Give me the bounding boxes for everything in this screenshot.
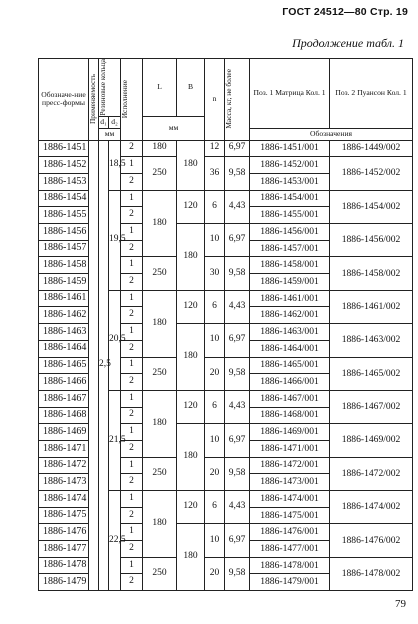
pos1-designation: 1886-1467/001 bbox=[250, 390, 330, 407]
n-value: 10 bbox=[205, 524, 225, 557]
n-value: 6 bbox=[205, 190, 225, 223]
table-row-code: 1886-1473 bbox=[39, 474, 89, 491]
table-row-code: 1886-1464 bbox=[39, 340, 89, 357]
L-value: 250 bbox=[143, 457, 177, 490]
B-value: 120 bbox=[177, 290, 205, 323]
B-value: 120 bbox=[177, 190, 205, 223]
n-value: 10 bbox=[205, 324, 225, 357]
pos1-designation: 1886-1477/001 bbox=[250, 541, 330, 558]
B-value: 180 bbox=[177, 224, 205, 291]
pos1-designation: 1886-1466/001 bbox=[250, 374, 330, 391]
pos1-designation: 1886-1479/001 bbox=[250, 574, 330, 591]
n-value: 12 bbox=[205, 140, 225, 157]
mass-value: 9,58 bbox=[225, 257, 250, 290]
pos2-designation: 1886-1465/002 bbox=[330, 357, 413, 390]
table-row-code: 1886-1478 bbox=[39, 557, 89, 574]
table-row-code: 1886-1466 bbox=[39, 374, 89, 391]
header-rubber-rings: Резиновые кольца bbox=[99, 59, 121, 117]
pos1-designation: 1886-1462/001 bbox=[250, 307, 330, 324]
pos1-designation: 1886-1478/001 bbox=[250, 557, 330, 574]
version-cell: 1 bbox=[121, 357, 143, 374]
pos1-designation: 1886-1465/001 bbox=[250, 357, 330, 374]
mass-value: 4,43 bbox=[225, 290, 250, 323]
mass-value: 6,97 bbox=[225, 224, 250, 257]
pos1-designation: 1886-1469/001 bbox=[250, 424, 330, 441]
n-value: 10 bbox=[205, 224, 225, 257]
pos1-designation: 1886-1473/001 bbox=[250, 474, 330, 491]
pos1-designation: 1886-1456/001 bbox=[250, 224, 330, 241]
header-mm: мм bbox=[99, 128, 121, 140]
L-value: 250 bbox=[143, 557, 177, 590]
pos1-designation: 1886-1461/001 bbox=[250, 290, 330, 307]
version-cell: 1 bbox=[121, 424, 143, 441]
n-value: 36 bbox=[205, 157, 225, 190]
version-cell: 2 bbox=[121, 407, 143, 424]
pos1-designation: 1886-1457/001 bbox=[250, 240, 330, 257]
n-value: 6 bbox=[205, 290, 225, 323]
table-row-code: 1886-1477 bbox=[39, 541, 89, 558]
table-row-code: 1886-1453 bbox=[39, 173, 89, 190]
pos1-designation: 1886-1463/001 bbox=[250, 324, 330, 341]
table-row-code: 1886-1454 bbox=[39, 190, 89, 207]
L-value: 180 bbox=[143, 390, 177, 457]
header-version: Исполнение bbox=[121, 59, 143, 141]
pos1-designation: 1886-1468/001 bbox=[250, 407, 330, 424]
table-row-code: 1886-1452 bbox=[39, 157, 89, 174]
table-row-code: 1886-1465 bbox=[39, 357, 89, 374]
table-row-code: 1886-1471 bbox=[39, 440, 89, 457]
table-row-code: 1886-1463 bbox=[39, 324, 89, 341]
L-value: 250 bbox=[143, 257, 177, 290]
d2-value: 21,5 bbox=[109, 390, 121, 490]
header-mm2: мм bbox=[143, 116, 205, 140]
pos2-designation: 1886-1469/002 bbox=[330, 424, 413, 457]
page-number: 79 bbox=[395, 598, 406, 610]
table-row-code: 1886-1457 bbox=[39, 240, 89, 257]
mass-value: 6,97 bbox=[225, 524, 250, 557]
version-cell: 2 bbox=[121, 440, 143, 457]
n-value: 6 bbox=[205, 491, 225, 524]
header-L: L bbox=[143, 59, 177, 117]
n-value: 20 bbox=[205, 357, 225, 390]
version-cell: 1 bbox=[121, 290, 143, 307]
table-row-code: 1886-1476 bbox=[39, 524, 89, 541]
version-cell: 2 bbox=[121, 541, 143, 558]
L-value: 180 bbox=[143, 190, 177, 257]
table-row-code: 1886-1459 bbox=[39, 274, 89, 291]
L-value: 180 bbox=[143, 491, 177, 558]
header-designations: Обозначения bbox=[250, 128, 413, 140]
table-row-code: 1886-1475 bbox=[39, 507, 89, 524]
version-cell: 1 bbox=[121, 457, 143, 474]
table-row-code: 1886-1472 bbox=[39, 457, 89, 474]
version-cell: 1 bbox=[121, 324, 143, 341]
table-row-code: 1886-1461 bbox=[39, 290, 89, 307]
mass-value: 4,43 bbox=[225, 491, 250, 524]
pos2-designation: 1886-1474/002 bbox=[330, 491, 413, 524]
B-value: 180 bbox=[177, 524, 205, 591]
d2-value: 19,5 bbox=[109, 190, 121, 290]
mass-value: 6,97 bbox=[225, 324, 250, 357]
n-value: 20 bbox=[205, 557, 225, 590]
version-cell: 1 bbox=[121, 257, 143, 274]
pos1-designation: 1886-1453/001 bbox=[250, 173, 330, 190]
table-row-code: 1886-1451 bbox=[39, 140, 89, 157]
version-cell: 2 bbox=[121, 240, 143, 257]
mass-value: 9,58 bbox=[225, 557, 250, 590]
version-cell: 1 bbox=[121, 390, 143, 407]
version-cell: 2 bbox=[121, 507, 143, 524]
B-value: 120 bbox=[177, 491, 205, 524]
application-cell bbox=[89, 140, 99, 591]
header-pos2: Поз. 2 Пуансон Кол. 1 bbox=[330, 59, 413, 129]
header-mass: Масса, кг, не более bbox=[225, 59, 250, 141]
pos1-designation: 1886-1454/001 bbox=[250, 190, 330, 207]
table-continuation-caption: Продолжение табл. 1 bbox=[292, 36, 404, 50]
version-cell: 2 bbox=[121, 207, 143, 224]
L-value: 250 bbox=[143, 357, 177, 390]
B-value: 180 bbox=[177, 324, 205, 391]
pos1-designation: 1886-1474/001 bbox=[250, 491, 330, 508]
version-cell: 1 bbox=[121, 491, 143, 508]
version-cell: 1 bbox=[121, 224, 143, 241]
version-cell: 2 bbox=[121, 140, 143, 157]
pos2-designation: 1886-1458/002 bbox=[330, 257, 413, 290]
B-value: 180 bbox=[177, 140, 205, 190]
header-B: B bbox=[177, 59, 205, 117]
table-row-code: 1886-1474 bbox=[39, 491, 89, 508]
specification-table bbox=[38, 58, 413, 591]
table-row-code: 1886-1479 bbox=[39, 574, 89, 591]
table-row-code: 1886-1462 bbox=[39, 307, 89, 324]
L-value: 250 bbox=[143, 157, 177, 190]
header-d2: d₂ bbox=[109, 116, 121, 128]
pos1-designation: 1886-1455/001 bbox=[250, 207, 330, 224]
header-designation: Обозначе-ние пресс-формы bbox=[39, 59, 89, 141]
d2-value: 20,5 bbox=[109, 290, 121, 390]
version-cell: 2 bbox=[121, 374, 143, 391]
mass-value: 4,43 bbox=[225, 190, 250, 223]
version-cell: 1 bbox=[121, 557, 143, 574]
header-d1: d₁ bbox=[100, 117, 107, 127]
n-value: 6 bbox=[205, 390, 225, 423]
pos1-designation: 1886-1476/001 bbox=[250, 524, 330, 541]
B-value: 120 bbox=[177, 390, 205, 423]
table-row-code: 1886-1456 bbox=[39, 224, 89, 241]
pos1-designation: 1886-1459/001 bbox=[250, 274, 330, 291]
table-row-code: 1886-1467 bbox=[39, 390, 89, 407]
B-value: 180 bbox=[177, 424, 205, 491]
pos2-designation: 1886-1456/002 bbox=[330, 224, 413, 257]
n-value: 30 bbox=[205, 257, 225, 290]
mass-value: 9,58 bbox=[225, 357, 250, 390]
pos1-designation: 1886-1452/001 bbox=[250, 157, 330, 174]
pos1-designation: 1886-1475/001 bbox=[250, 507, 330, 524]
version-cell: 2 bbox=[121, 574, 143, 591]
header-n: n bbox=[205, 59, 225, 141]
version-cell: 2 bbox=[121, 340, 143, 357]
pos2-designation: 1886-1467/002 bbox=[330, 390, 413, 423]
version-cell: 2 bbox=[121, 307, 143, 324]
d2-value: 22,5 bbox=[109, 491, 121, 591]
version-cell: 2 bbox=[121, 274, 143, 291]
pos1-designation: 1886-1451/001 bbox=[250, 140, 330, 157]
header-application: Применяемость bbox=[89, 59, 99, 141]
header-pos1: Поз. 1 Матрица Кол. 1 bbox=[250, 59, 330, 129]
pos2-designation: 1886-1452/002 bbox=[330, 157, 413, 190]
pos2-designation: 1886-1472/002 bbox=[330, 457, 413, 490]
n-value: 20 bbox=[205, 457, 225, 490]
pos2-designation: 1886-1461/002 bbox=[330, 290, 413, 323]
n-value: 10 bbox=[205, 424, 225, 457]
table-row-code: 1886-1469 bbox=[39, 424, 89, 441]
version-cell: 1 bbox=[121, 524, 143, 541]
pos2-designation: 1886-1463/002 bbox=[330, 324, 413, 357]
version-cell: 2 bbox=[121, 474, 143, 491]
mass-value: 9,58 bbox=[225, 157, 250, 190]
pos1-designation: 1886-1472/001 bbox=[250, 457, 330, 474]
d1-value: 2,5 bbox=[99, 140, 109, 591]
d2-value: 18,5 bbox=[109, 140, 121, 190]
pos2-designation: 1886-1478/002 bbox=[330, 557, 413, 590]
version-cell: 1 bbox=[121, 157, 143, 174]
mass-value: 6,97 bbox=[225, 424, 250, 457]
mass-value: 6,97 bbox=[225, 140, 250, 157]
standard-header: ГОСТ 24512—80 Стр. 19 bbox=[282, 6, 408, 18]
table-row-code: 1886-1458 bbox=[39, 257, 89, 274]
L-value: 180 bbox=[143, 140, 177, 157]
pos2-designation: 1886-1449/002 bbox=[330, 140, 413, 157]
table-row-code: 1886-1455 bbox=[39, 207, 89, 224]
version-cell: 1 bbox=[121, 190, 143, 207]
pos2-designation: 1886-1476/002 bbox=[330, 524, 413, 557]
pos1-designation: 1886-1471/001 bbox=[250, 440, 330, 457]
version-cell: 2 bbox=[121, 173, 143, 190]
mass-value: 4,43 bbox=[225, 390, 250, 423]
mass-value: 9,58 bbox=[225, 457, 250, 490]
pos1-designation: 1886-1464/001 bbox=[250, 340, 330, 357]
pos2-designation: 1886-1454/002 bbox=[330, 190, 413, 223]
table-row-code: 1886-1468 bbox=[39, 407, 89, 424]
pos1-designation: 1886-1458/001 bbox=[250, 257, 330, 274]
L-value: 180 bbox=[143, 290, 177, 357]
